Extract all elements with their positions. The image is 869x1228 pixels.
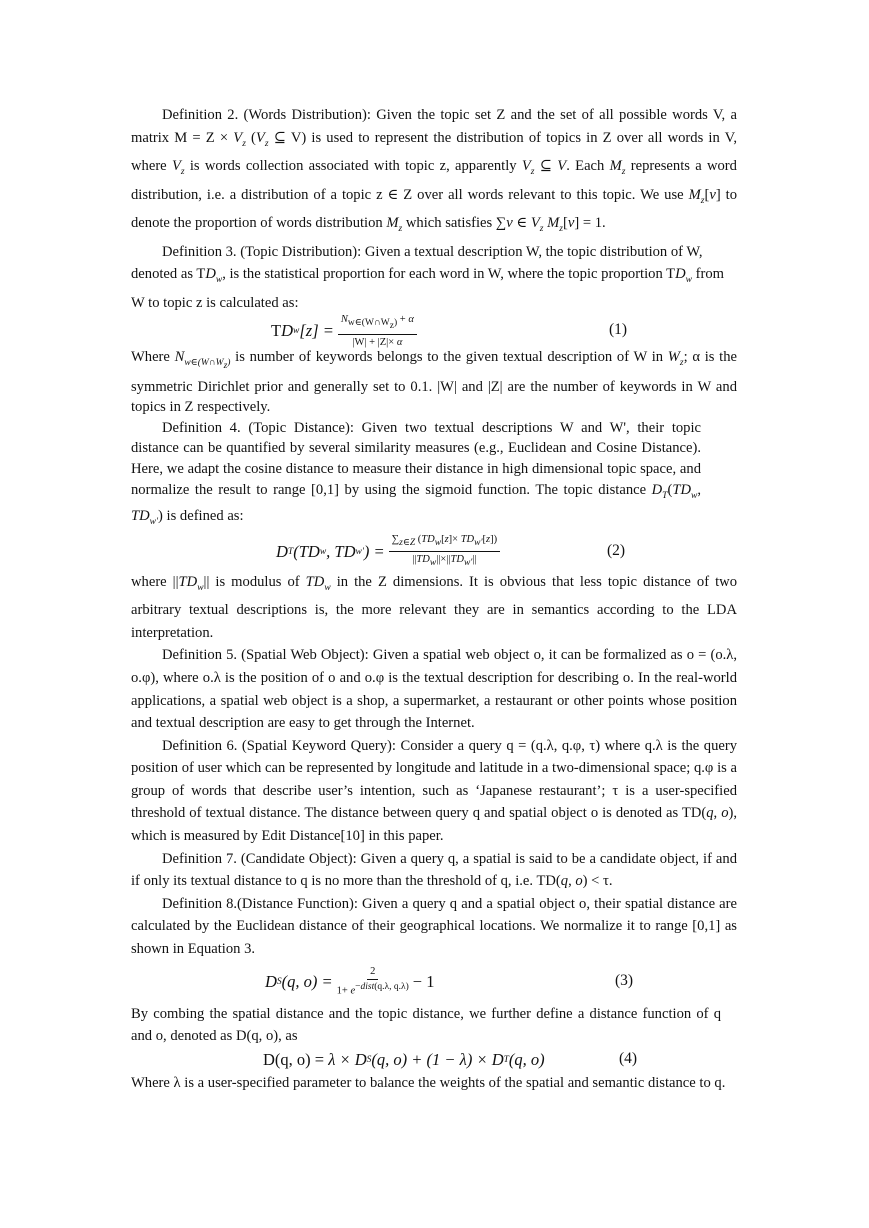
paragraph-definition-2: Definition 2. (Words Distribution): Given the topic set Z and the set of all possible words V, a matrix $M = Z \times V_z$ ($V_z$ ⊆ V) is used to represent the distribution of topics in Z over all words in V, where $V_z$ is words collection associated with topic z, apparently $V_z$ ⊆ V. Each $M_z$ represents a word distribution, i.e. a distribution of a topic z ∈ Z over all words relevant to this topic. We use $M_z[v]$ to denote the proportion of words distribution $M_z$ which satisfies ∑v ∈ $V_z$ $M_z[v] = 1$. [131, 107, 737, 234]
equation-3-number: (3) [615, 971, 634, 989]
equation-4-number: (4) [619, 1049, 638, 1067]
equation-2-number: (2) [607, 541, 626, 559]
paragraph-where-1: Where $N_{w\in(W\cap W_z)}$ is number of keywords belongs to the given textual description of W in $W_z$; α is the symmetric Dirichlet prior and generally set to 0.1. |W| and |Z| are the number of keywords in W and topics in Z respectively. [131, 349, 737, 416]
equation-1: T D w [z] = $\frac{N_{w\in(W\cap W_z)} + \alpha}{|W| + |Z|\times \alpha}$ (1) [271, 313, 628, 348]
paragraph-definition-4: Definition 4. (Topic Distance): Given two textual descriptions W and W', their topic distance can be quantified by several similarity measures (e.g., Euclidean and Cosine Distance). Here, we adapt the cosine distance to measure their distance in high dimensional topic space, and normalize the result to range [0,1] by using the sigmoid function. The topic distance $D_T(TD_w$, $TD_{w'}$) is defined as: [131, 419, 701, 528]
paragraph-definition-7: Definition 7. (Candidate Object): Given a query q, a spatial is said to be a candidate object, if and if only its textual distance to q is no more than the threshold of q, i.e. TD(q, o) < τ. [131, 850, 737, 890]
equation-1-number: (1) [609, 321, 628, 339]
paragraph-where-2: where $||TD_w||$ is modulus of $TD_w$ in the Z dimensions. It is obvious that less topic distance of two arbitrary textual descriptions is, the more relevant they are in semantics according to the LDA interpretation. [131, 573, 737, 641]
paragraph-where-3: Where λ is a user-specified parameter to balance the weights of the spatial and semantic distance to q. [131, 1074, 726, 1091]
paper-page [131, 104, 737, 1094]
paragraph-definition-8: Definition 8.(Distance Function): Given a query q and a spatial object o, their spatial distance are calculated by the Euclidean distance of their geographical locations. We normalize it to range [0,1] as shown in Equation 3. [131, 895, 737, 958]
paragraph-definition-3: Definition 3. (Topic Distribution): Given a textual description W, the topic distribution of W, denoted as $TD_w$, is the statistical proportion for each word in W, where the topic proportion $TD_w$ from W to topic z is calculated as: [131, 243, 724, 311]
paragraph-definition-5: Definition 5. (Spatial Web Object): Given a spatial web object o, it can be formalized as o = (o.λ, o.φ), where o.λ is the position of o and o.φ is the textual description for describing o. In the real-world applications, a spatial web object is a shop, a supermarket, a restaurant or other points whose position and textual description are easy to get through the Internet. [131, 647, 737, 732]
equation-2: D T (TD w , TD w' ) = $\frac{\sum_{z\in Z} (TD_w[z]\times TD_{w'}[z])}{||TD_w||\times||TD_{w'}||}$ (2) [276, 534, 626, 569]
equation-3: D S (q, o) = $\frac{2}{1+ e^{-dist(q.\lambda, q.\lambda)}}$ − 1 (3) [265, 966, 634, 997]
paragraph-combine: By combing the spatial distance and the topic distance, we further define a distance function of q and o, denoted as D(q, o), as [131, 1005, 721, 1045]
equation-4: D(q, o) = λ × D S (q, o) + (1 − λ) × D T (q, o) (4) [263, 1049, 638, 1069]
paragraph-definition-6: Definition 6. (Spatial Keyword Query): Consider a query q = (q.λ, q.φ, τ) where q.λ is the query position of user which can be represented by longitude and latitude in a two-dimensional space; q.φ is a group of words that describe user’s intention, such as ‘Japanese restaurant’; τ is a user-specified threshold of textual distance. The distance between query q and spatial object o is denoted as TD(q, o), which is measured by Edit Distance[10] in this paper. [131, 737, 738, 845]
